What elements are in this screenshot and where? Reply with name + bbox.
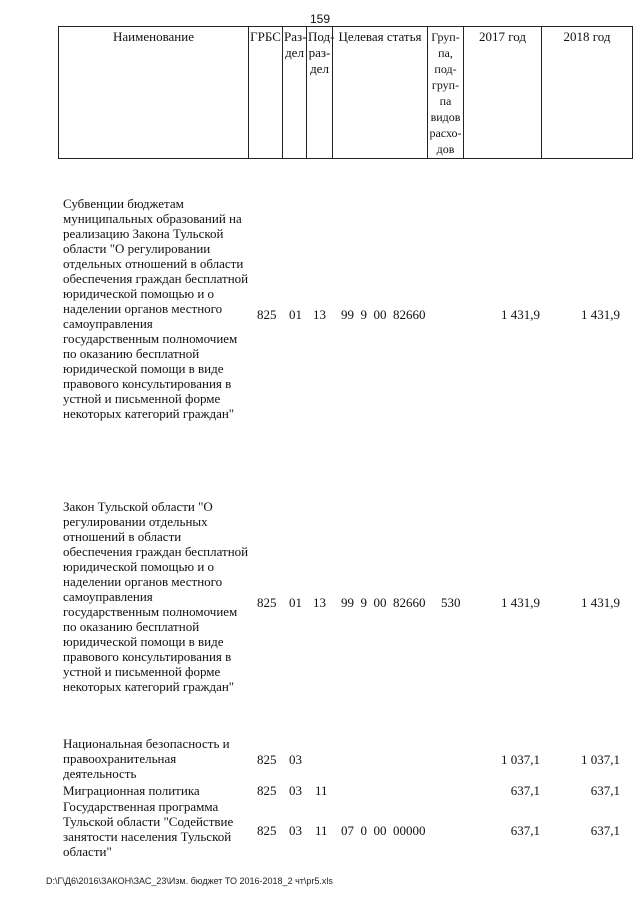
row-podrazdel: 13: [313, 307, 326, 322]
header-2018: 2018 год: [542, 27, 633, 159]
row-2018: 1 431,9: [581, 307, 620, 322]
header-2017: 2017 год: [464, 27, 542, 159]
header-group: Груп- па, под- груп- па видов расхо- дов: [428, 27, 464, 159]
row-2017: 637,1: [510, 783, 540, 798]
row-razdel: 01: [289, 595, 302, 610]
header-target: Целевая статья: [333, 27, 428, 159]
row-name: Субвенции бюджетам муниципальных образований на реализацию Закона Тульской области "О регулировании отдельных отношений в области обеспечения граждан бесплатной юридической помощью и о наделении органов местного самоуправления государственным полномочием по оказанию бесплатной юридической помощи в виде правового консультирования в устной и письменной форме некоторых категорий граждан": [63, 196, 249, 421]
row-target: 99 9 00 82660: [341, 307, 426, 322]
row-razdel: 03: [289, 783, 302, 798]
row-grbs: 825: [257, 823, 277, 838]
row-target: 07 0 00 00000: [341, 823, 426, 838]
row-name: Миграционная политика: [63, 783, 200, 798]
row-name: Закон Тульской области "О регулировании отдельных отношений в области обеспечения граждан бесплатной юридической помощью и о наделении органов местного самоуправления государственным полномочием по оказанию бесплатной юридической помощи в виде правового консультирования в устной и письменной форме некоторых категорий граждан": [63, 499, 249, 694]
row-razdel: 03: [289, 823, 302, 838]
row-grbs: 825: [257, 307, 277, 322]
table-header: [58, 26, 633, 159]
file-path-footer: D:\Г\Д6\2016\ЗАКОН\ЗАС_23\Изм. бюджет ТО 2016-2018_2 чт\pr5.xls: [46, 876, 333, 886]
row-name: Национальная безопасность и правоохранительная деятельность: [63, 736, 230, 781]
row-group: 530: [441, 595, 461, 610]
row-2018: 637,1: [590, 823, 620, 838]
row-2017: 1 037,1: [501, 752, 540, 767]
header-podrazdel: Под- раз- дел: [307, 27, 333, 159]
header-name: Наименование: [59, 27, 249, 159]
row-razdel: 01: [289, 307, 302, 322]
row-grbs: 825: [257, 595, 277, 610]
row-2018: 1 037,1: [581, 752, 620, 767]
header-razdel: Раз- дел: [283, 27, 307, 159]
row-2017: 1 431,9: [501, 307, 540, 322]
row-name: Государственная программа Тульской области "Содействие занятости населения Тульской области": [63, 799, 234, 859]
row-podrazdel: 11: [315, 783, 328, 798]
row-2018: 637,1: [590, 783, 620, 798]
header-grbs: ГРБС: [249, 27, 283, 159]
row-2017: 637,1: [510, 823, 540, 838]
row-target: 99 9 00 82660: [341, 595, 426, 610]
row-podrazdel: 13: [313, 595, 326, 610]
page-number: 159: [309, 12, 331, 26]
row-2017: 1 431,9: [501, 595, 540, 610]
row-razdel: 03: [289, 752, 302, 767]
row-grbs: 825: [257, 783, 277, 798]
row-podrazdel: 11: [315, 823, 328, 838]
row-2018: 1 431,9: [581, 595, 620, 610]
row-grbs: 825: [257, 752, 277, 767]
